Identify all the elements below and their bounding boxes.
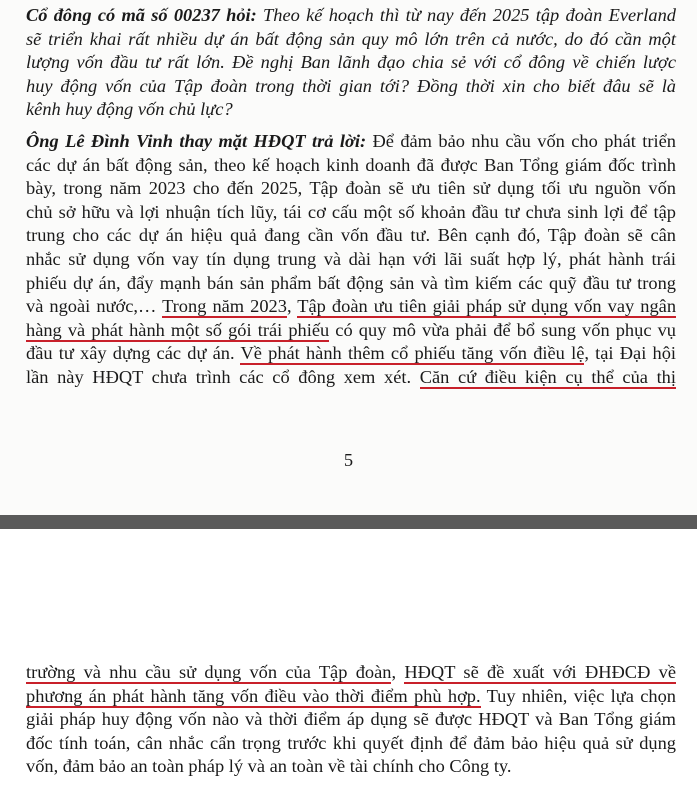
underlined-phrase: Về phát hành thêm cổ phiếu tăng vốn điều lệ xyxy=(240,343,585,364)
answer-line: phiếu dự án, đẩy mạnh bán sản phẩm bất động sản và tìm kiếm các quỹ đầu tư trong xyxy=(26,272,676,293)
question-line xyxy=(26,4,676,28)
answer-lead: Ông Lê Đình Vinh thay mặt HĐQT trả lời: xyxy=(26,131,367,151)
answer-text: , tại Đại hội xyxy=(584,343,677,364)
question-lead: Cổ đông có mã số 00237 hỏi: xyxy=(26,5,257,25)
answer-line xyxy=(26,366,676,390)
underlined-phrase: trường và nhu cầu sử dụng vốn của Tập đoàn xyxy=(26,662,392,682)
underlined-phrase: HĐQT sẽ đề xuất với ĐHĐCĐ về xyxy=(404,662,677,682)
answer-line: bày, trong năm 2023 cho đến 2025, Tập đoàn sẽ ưu tiên sử dụng tối ưu nguồn vốn xyxy=(26,178,676,199)
answer-text: lần này HĐQT chưa trình các cổ đông xem xét. xyxy=(26,366,420,387)
continuation-line: vốn, đảm bảo an toàn pháp lý và an toàn về tài chính cho Công ty. xyxy=(26,756,512,777)
continuation-line: đốc tính toán, cân nhắc cẩn trọng trước khi quyết định để đảm bảo hiệu quả sử dụng xyxy=(26,732,676,753)
question-line: sẽ triển khai rất nhiều dự án bất động sản quy mô lớn trên cả nước, do đó cần một xyxy=(26,28,676,49)
answer-line: các dự án bất động sản, theo kế hoạch kinh doanh đã được Ban Tổng giám đốc trình xyxy=(26,154,676,175)
answer-text: , xyxy=(286,296,298,317)
answer-line: nhắc sử dụng vốn vay tín dụng trung và dài hạn với lãi suất hợp lý, phát hành trái xyxy=(26,248,676,269)
continuation-line: giải pháp huy động vốn nào và thời điểm áp dụng sẽ được HĐQT và Ban Tổng giám xyxy=(26,709,676,730)
underlined-phrase: Căn cứ điều kiện cụ thể của thị xyxy=(419,366,676,387)
question-text: Theo kế hoạch thì từ nay đến 2025 tập đoàn Everland xyxy=(256,5,676,25)
question-line: kênh huy động vốn chủ lực? xyxy=(26,99,233,120)
continuation-text: Tuy nhiên, việc lựa chọn xyxy=(480,685,676,706)
continuation-line xyxy=(26,661,676,685)
answer-continuation xyxy=(26,661,676,779)
answer-text: đầu tư xây dựng các dự án. xyxy=(26,343,241,364)
underlined-phrase: Trong năm 2023 xyxy=(162,296,287,317)
underlined-phrase: Tập đoàn ưu tiên giải pháp sử dụng vốn vay ngân xyxy=(297,296,677,317)
continuation-line xyxy=(26,685,676,709)
page-number: 5 xyxy=(343,450,354,470)
board-answer xyxy=(26,130,676,390)
shareholder-question xyxy=(26,4,676,122)
question-line: huy động vốn của Tập đoàn trong thời gian tới? Đồng thời xin cho biết đâu sẽ là xyxy=(26,75,676,96)
continuation-text: , xyxy=(391,662,405,682)
page-separator xyxy=(0,515,697,529)
answer-line: chủ sở hữu và lợi nhuận tích lũy, tái cơ cấu một số khoản đầu tư chưa sinh lợi để tập xyxy=(26,201,676,222)
answer-text: có quy mô vừa phải để bổ sung vốn phục vụ xyxy=(329,319,676,340)
answer-text: Để đảm bảo nhu cầu vốn cho phát triển xyxy=(366,131,676,151)
answer-line xyxy=(26,342,676,366)
answer-line xyxy=(26,130,676,154)
underlined-phrase: phương án phát hành tăng vốn điều vào thời điểm phù hợp. xyxy=(26,685,481,706)
answer-text: và ngoài nước,… xyxy=(26,296,163,317)
answer-line xyxy=(26,295,676,319)
question-line: lượng vốn đầu tư rất lớn. Đề nghị Ban lãnh đạo chia sẻ với cổ đông về chiến lược xyxy=(26,52,676,73)
answer-line: trung cho các dự án hiệu quả đang cần vốn đầu tư. Bên cạnh đó, Tập đoàn sẽ cân xyxy=(26,225,676,246)
answer-line xyxy=(26,319,676,343)
underlined-phrase: hàng và phát hành một số gói trái phiếu xyxy=(26,319,330,340)
